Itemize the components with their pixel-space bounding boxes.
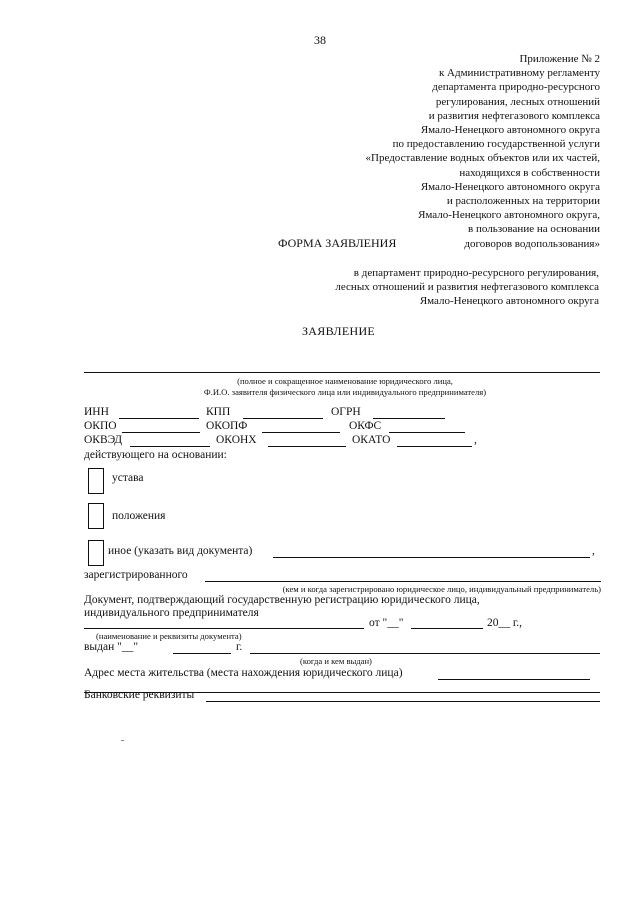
appendix-line: Ямало-Ненецкого автономного округа xyxy=(420,124,600,137)
inn-label: ИНН xyxy=(84,406,109,418)
registered-hint: (кем и когда зарегистрировано юридическое лицо, индивидуальный предприниматель) xyxy=(282,584,601,594)
appendix-line: в пользование на основании xyxy=(468,223,600,236)
issued-month-field[interactable] xyxy=(173,653,231,654)
issued-by-field[interactable] xyxy=(250,653,600,654)
issued-label: выдан "__" xyxy=(84,641,139,653)
okato-field[interactable] xyxy=(397,446,472,447)
form-title: ФОРМА ЗАЯВЛЕНИЯ xyxy=(278,236,397,250)
document-line1: Документ, подтверждающий государственную регистрацию юридического лица, xyxy=(84,594,480,606)
document-date-label: от "__" xyxy=(369,617,404,629)
issued-hint: (когда и кем выдан) xyxy=(300,656,372,666)
okfs-field[interactable] xyxy=(389,432,465,433)
appendix-line: Ямало-Ненецкого автономного округа, xyxy=(418,209,600,222)
okato-comma: , xyxy=(474,434,477,446)
addressee-line: лесных отношений и развития нефтегазового комплекса xyxy=(335,281,599,294)
applicant-hint-line2: Ф.И.О. заявителя физического лица или индивидуального предпринимателя) xyxy=(203,387,487,397)
page-number: 38 xyxy=(314,33,326,47)
registered-label: зарегистрированного xyxy=(84,569,188,581)
okpo-field[interactable] xyxy=(122,432,200,433)
scan-mark xyxy=(121,740,124,741)
okfs-label: ОКФС xyxy=(349,420,382,432)
appendix-line: договоров водопользования» xyxy=(464,237,600,250)
okopf-label: ОКОПФ xyxy=(206,420,248,432)
applicant-hint-line1: (полное и сокращенное наименование юридического лица, xyxy=(237,376,453,386)
appendix-line: «Предоставление водных объектов или их частей, xyxy=(365,152,600,165)
charter-checkbox[interactable] xyxy=(88,468,104,494)
okved-field[interactable] xyxy=(130,446,210,447)
okopf-field[interactable] xyxy=(262,432,340,433)
kpp-field[interactable] xyxy=(243,418,323,419)
other-document-checkbox[interactable] xyxy=(88,540,104,566)
other-document-label: иное (указать вид документа) xyxy=(108,545,253,557)
appendix-line: департамента природно-ресурсного xyxy=(432,81,600,94)
bank-details-field[interactable] xyxy=(206,701,600,702)
address-field[interactable] xyxy=(438,679,590,680)
appendix-line: Приложение № 2 xyxy=(519,53,600,65)
kpp-label: КПП xyxy=(206,406,231,418)
issued-year-label: г. xyxy=(236,641,243,653)
charter-label: устава xyxy=(112,472,144,484)
appendix-line: регулирования, лесных отношений xyxy=(435,95,600,108)
addressee-line: Ямало-Ненецкого автономного округа xyxy=(419,295,599,308)
document-details-field[interactable] xyxy=(84,628,364,629)
document-hint: (наименование и реквизиты документа) xyxy=(96,631,242,641)
acting-basis-label: действующего на основании: xyxy=(84,449,227,461)
appendix-line: Ямало-Ненецкого автономного округа xyxy=(420,180,600,193)
address-label: Адрес места жительства (места нахождения юридического лица) xyxy=(84,667,403,679)
document-month-field[interactable] xyxy=(411,628,483,629)
okved-label: ОКВЭД xyxy=(84,434,123,446)
okonh-label: ОКОНХ xyxy=(216,434,257,446)
inn-field[interactable] xyxy=(119,418,199,419)
appendix-header xyxy=(300,52,600,251)
other-comma: , xyxy=(592,545,595,557)
okonh-field[interactable] xyxy=(268,446,346,447)
applicant-name-field[interactable] xyxy=(84,372,600,373)
okpo-label: ОКПО xyxy=(84,420,117,432)
appendix-line: находящихся в собственности xyxy=(459,166,600,179)
bank-details-label: Банковские реквизиты xyxy=(84,689,195,701)
ogrn-field[interactable] xyxy=(373,418,445,419)
ogrn-label: ОГРН xyxy=(331,406,361,418)
appendix-line: и развития нефтегазового комплекса xyxy=(428,109,600,122)
other-document-field[interactable] xyxy=(273,557,590,558)
addressee-block xyxy=(259,266,599,309)
addressee-line: в департамент природно-ресурсного регулирования, xyxy=(353,267,599,279)
registered-field[interactable] xyxy=(205,581,601,582)
appendix-line: по предоставлению государственной услуги xyxy=(392,138,600,151)
appendix-line: к Административному регламенту xyxy=(438,67,600,80)
regulation-label: положения xyxy=(112,510,166,522)
appendix-line: и расположенных на территории xyxy=(446,195,600,208)
document-line2: индивидуального предпринимателя xyxy=(84,607,259,619)
document-year-label: 20__ г., xyxy=(487,617,523,629)
regulation-checkbox[interactable] xyxy=(88,503,104,529)
statement-title: ЗАЯВЛЕНИЕ xyxy=(302,324,376,338)
okato-label: ОКАТО xyxy=(352,434,391,446)
